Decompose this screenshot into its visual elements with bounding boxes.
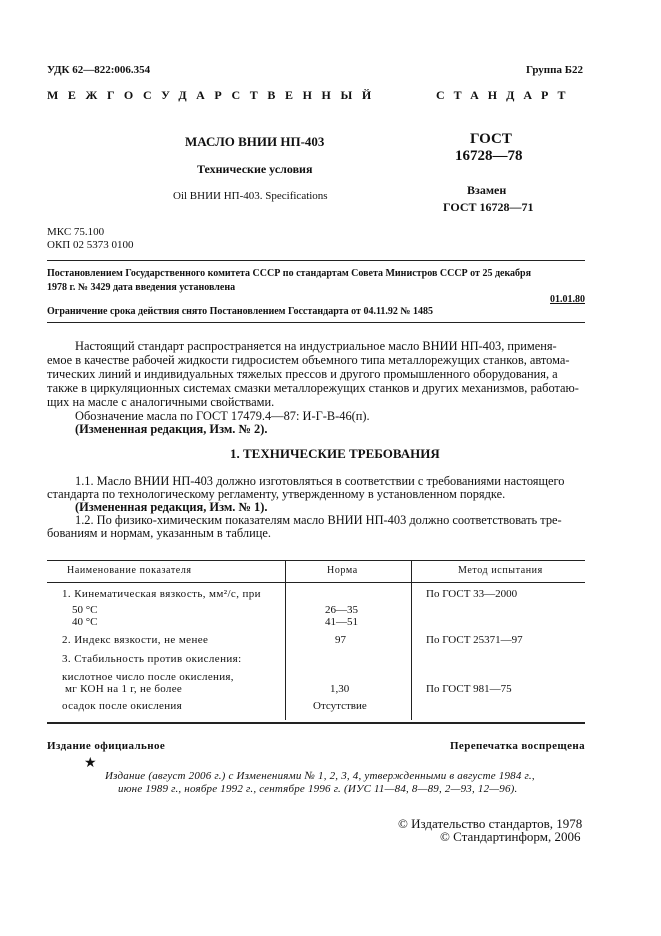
intro-edited-note: (Измененная редакция, Изм. № 2). [75,422,268,436]
table-col-divider-1 [285,560,286,720]
decree-line1: Постановлением Государственного комитета СССР по стандартам Совета Министров СССР от 25 декабря [47,268,532,279]
mks-code: МКС 75.100 [47,226,105,238]
oil-designation: Обозначение масла по ГОСТ 17479.4—87: И-Г-В-46(п). [75,409,370,423]
table-row: 1. Кинематическая вязкость, мм²/с, при [62,588,261,600]
section-heading: 1. ТЕХНИЧЕСКИЕ ТРЕБОВАНИЯ [230,446,440,461]
table-row: кислотное число после окисления, [62,671,234,683]
decree-date: 01.01.80 [550,294,585,305]
clause-1-2-line1: 1.2. По физико-химическим показателям масло ВНИИ НП-403 должно соответствовать тре- [75,513,562,527]
table-row: 50 °C [72,604,98,616]
replaces-number: ГОСТ 16728—71 [443,200,534,214]
replaces-label: Взамен [467,183,507,197]
table-header-name: Наименование показателя [67,565,192,576]
table-row-method: По ГОСТ 25371—97 [426,634,523,646]
reprint-prohibited: Перепечатка воспрещена [449,740,585,752]
clause-1-1-line2: стандарта по технологическому регламенту, утвержденному в установленном порядке. [47,487,506,501]
banner-left: МЕЖГОСУДАРСТВЕННЫЙ [47,88,381,102]
divider-top [47,260,585,261]
divider-decree [47,322,585,323]
intro-line-4: также в циркуляционных системах смазки металлорежущих станков и других механизмов, работаю- [47,381,579,395]
table-col-divider-2 [411,560,412,720]
table-row-norm: 26—35 [325,604,358,616]
okp-code: ОКП 02 5373 0100 [47,239,134,251]
table-row: 40 °C [72,616,98,628]
decree-line2: 1978 г. № 3429 дата введения установлена [47,282,236,293]
table-header-method: Метод испытания [458,565,543,576]
intro-line-2: емое в качестве рабочей жидкости гидросистем объемного типа металлорежущих станков, автома- [47,353,570,367]
intro-line-5: щих на масле с аналогичными свойствами. [47,395,275,409]
standard-subtitle: Технические условия [197,162,313,176]
table-row-norm: Отсутствие [313,700,367,712]
star-icon: ★ [84,756,97,771]
table-row-method: По ГОСТ 981—75 [426,683,512,695]
copyright-publisher: © Издательство стандартов, 1978 [398,816,583,831]
table-bottom-border [47,722,585,724]
table-row: 3. Стабильность против окисления: [62,653,242,665]
edition-history-line2: июне 1989 г., ноябре 1992 г., сентябре 1996 г. (ИУС 11—84, 8—89, 2—93, 12—96). [118,783,518,795]
copyright-standartinform: © Стандартинформ, 2006 [440,829,581,844]
standard-title: МАСЛО ВНИИ НП-403 [185,134,325,149]
udk-code: УДК 62—822:006.354 [47,64,151,76]
edition-history-line1: Издание (август 2006 г.) с Изменениями № 1, 2, 3, 4, утвержденными в августе 1984 г., [105,770,535,782]
table-row-norm: 97 [335,634,346,646]
gost-label: ГОСТ [470,131,512,147]
clause-1-1-edited: (Измененная редакция, Изм. № 1). [75,500,268,514]
table-row: 2. Индекс вязкости, не менее [62,634,209,646]
group-code: Группа Б22 [526,64,583,76]
table-top-border [47,560,585,561]
table-row: осадок после окисления [62,700,182,712]
table-row-method: По ГОСТ 33—2000 [426,588,518,600]
table-header-border [47,582,585,583]
limit-removed: Ограничение срока действия снято Постановлением Госстандарта от 04.11.92 № 1485 [47,306,433,317]
table-header-norm: Норма [327,565,358,576]
clause-1-1-line1: 1.1. Масло ВНИИ НП-403 должно изготовляться в соответствии с требованиями настоящего [75,474,565,488]
gost-number: 16728—78 [455,148,523,164]
table-row-norm: 1,30 [330,683,350,695]
intro-line-1: Настоящий стандарт распространяется на индустриальное масло ВНИИ НП-403, применя- [75,339,557,353]
table-row: мг КОН на 1 г, не более [65,683,183,695]
english-title: Oil ВНИИ НП-403. Specifications [173,190,328,202]
table-row-norm: 41—51 [325,616,358,628]
official-edition: Издание официальное [47,740,166,752]
banner-right: СТАНДАРТ [436,88,575,102]
intro-line-3: тических линий и индивидуальных тяжелых прессов и другого промышленного оборудования, а [47,367,558,381]
clause-1-2-line2: бованиям и нормам, указанным в таблице. [47,526,271,540]
